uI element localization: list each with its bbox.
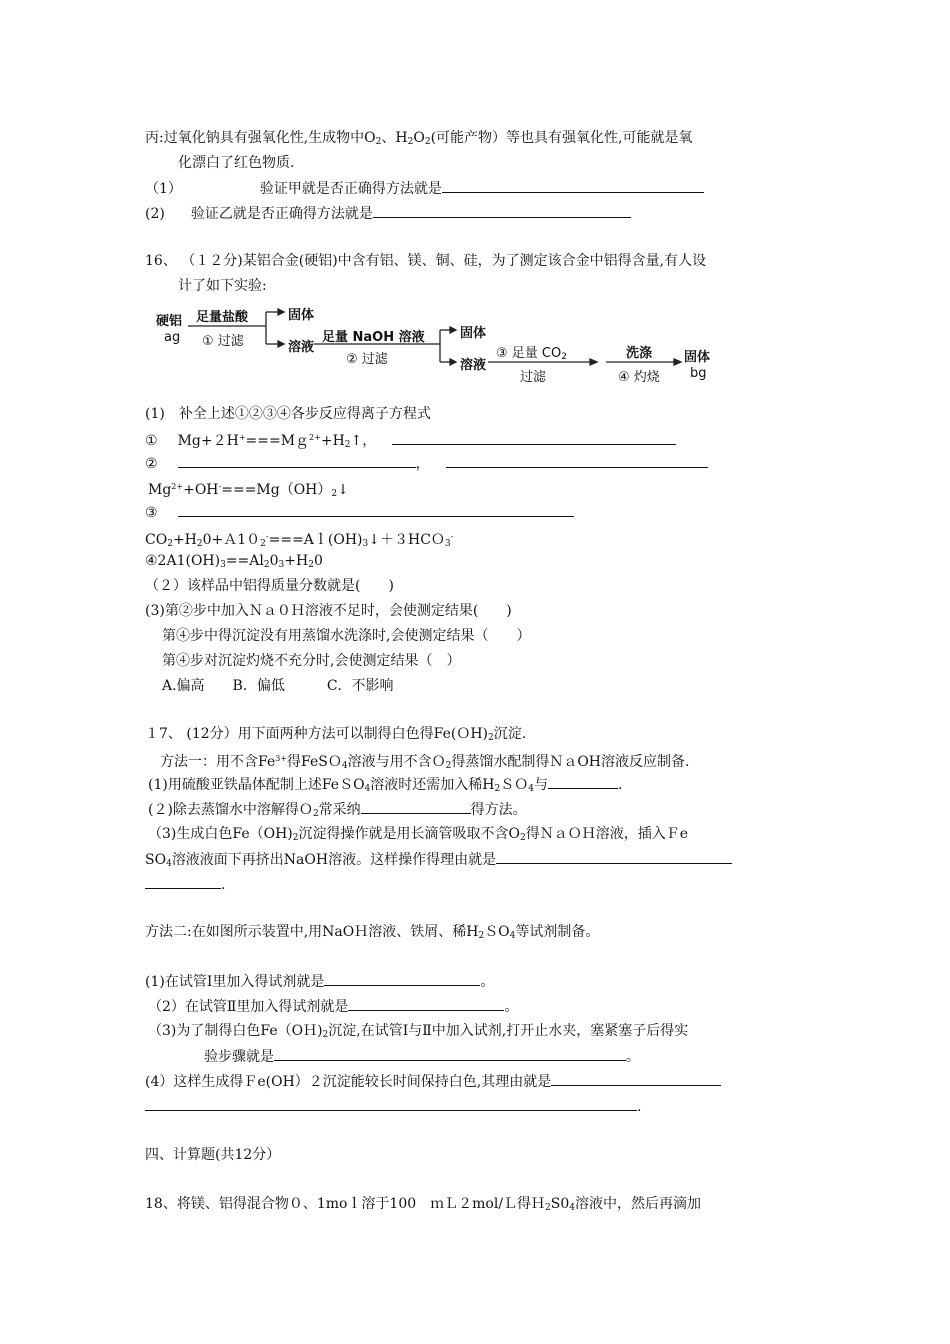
- flow-step1-reagent: 足量盐酸: [196, 310, 249, 325]
- answer-blank[interactable]: [145, 874, 221, 889]
- flow-start-mass: ag: [164, 330, 181, 345]
- answer-blank[interactable]: [361, 799, 471, 814]
- equation-4: $④2A1(OH)_3==Al_20_3+H_20$: [145, 553, 323, 570]
- equation-3: $CO_2+H_20+A10_2^-===Al(OH)_3↓+3HCO_3^-$: [145, 532, 454, 549]
- answer-blank[interactable]: [178, 453, 416, 468]
- answer-blank[interactable]: [324, 971, 480, 986]
- q17-step-3b: $SO_4$溶液液面下再挤出NaOH溶液。这样操作得理由就是: [145, 849, 732, 874]
- q16-part-3b: 第④步中得沉淀没有用蒸馏水洗涤时,会使测定结果（ ）: [162, 628, 531, 644]
- flow-step3-op: 过滤: [520, 370, 547, 385]
- q17-method-2: 方法二:在如图所示装置中,用NaOＨ溶液、铁屑、稀$H_2SO_4$等试剂制备。: [145, 924, 600, 941]
- q17-title: １7、 (12分）用下面两种方法可以制得白色得$Fe(OH)_2$沉淀.: [145, 726, 527, 743]
- flow-step4-wash: 洗涤: [626, 346, 653, 361]
- q17-step-3: （3)生成白色$Fe(OH)_2$沉淀得操作就是用长滴管吸取不含$O_2$得ＮａＯＨ溶液，插入Ｆe: [148, 826, 689, 843]
- q18-text: 18、将镁、铝得混合物０、1moｌ溶于100 ｍＬ２mol/Ｌ得$H_2S0_4$溶液中，然后再滴加: [145, 1196, 702, 1213]
- answer-blank[interactable]: [373, 203, 631, 218]
- question-1: （1） 验证甲就是否正确得方法就是: [145, 178, 704, 199]
- q17-tube-3b: 验步骤就是 。: [204, 1046, 640, 1067]
- q16-title: 16、 （１２分)某铝合金(硬铝)中含有铝、镁、铜、硅，为了测定该合金中铝得含量,有人设: [145, 253, 707, 269]
- bing-line-2: 化漂白了红色物质.: [178, 155, 295, 171]
- flow-solid-2: 固体: [460, 326, 487, 341]
- q16-part-2: （２）该样品中铝得质量分数就是( ): [145, 578, 394, 594]
- flow-step4-op: ④ 灼烧: [618, 370, 660, 385]
- question-2: (2) 验证乙就是否正确得方法就是: [145, 203, 631, 224]
- q16-part-3: (3)第②步中加入Ｎａ０Ｈ溶液不足时，会使测定结果( ): [145, 603, 512, 619]
- equation-1: ① $Mg+2H^+===Mg^{2+}+H_2↑$，: [145, 428, 676, 455]
- q16-title-2: 计了如下实验:: [178, 278, 267, 294]
- section-4-title: 四、计算题(共12分）: [145, 1147, 281, 1163]
- answer-blank[interactable]: [446, 453, 708, 468]
- q16-options: A.偏高 B．偏低 C．不影响: [162, 678, 394, 694]
- q16-part-1: (1) 补全上述①②③④各步反应得离子方程式: [145, 406, 431, 422]
- q17-tube-1: (1)在试管Ⅰ里加入得试剂就是 。: [145, 971, 494, 992]
- answer-blank[interactable]: [178, 502, 574, 517]
- q17-tube-3: （3)为了制得白色$Fe(OH)_2$沉淀,在试管Ⅰ与Ⅱ中加入试剂,打开止水夹，塞紧塞子后得实: [148, 1023, 689, 1040]
- q17-step-2: (２)除去蒸馏水中溶解得Ｏ$_2$常采纳 得方法。: [148, 799, 527, 824]
- answer-blank[interactable]: [274, 1046, 626, 1061]
- answer-blank[interactable]: [551, 1071, 721, 1086]
- q17-tube-4b: .: [145, 1096, 641, 1117]
- flow-solution-1: 溶液: [288, 340, 315, 355]
- answer-blank[interactable]: [442, 178, 704, 193]
- equation-2b: $Mg^{2+}+OH^-===Mg(OH)_2↓$: [148, 482, 349, 499]
- process-flowchart: [150, 300, 730, 390]
- q17-method-1: 方法一：用不含$Fe^{3+}$得FeSＯ$_4$溶液与用不含Ｏ$_2$得蒸馏水配制得ＮａOH溶液反应制备.: [160, 754, 690, 771]
- flow-step3-reagent: ③ 足量 $CO_2$: [496, 346, 567, 362]
- answer-blank[interactable]: [392, 430, 676, 445]
- answer-blank[interactable]: [496, 849, 732, 864]
- q17-step-1: (1)用硫酸亚铁晶体配制上述FeＳO$_4$溶液时还需加入稀$H_2SO_4$与 .: [148, 774, 622, 799]
- q16-part-3c: 第④步对沉淀灼烧不充分时,会使测定结果（ ）: [162, 653, 461, 669]
- flow-solid-1: 固体: [288, 308, 315, 323]
- flow-step2-op: ② 过滤: [346, 352, 388, 367]
- bing-label: 丙:: [145, 130, 164, 146]
- flow-solution-2: 溶液: [460, 358, 487, 373]
- q17-step-3c: .: [145, 874, 225, 895]
- flow-end-mass: bg: [690, 366, 707, 381]
- answer-blank[interactable]: [348, 996, 504, 1011]
- flow-step1-op: ① 过滤: [202, 334, 244, 349]
- equation-2: ② ，: [145, 453, 708, 474]
- flow-step2-reagent: 足量 NaOH 溶液: [322, 330, 425, 345]
- flow-end: 固体: [684, 350, 711, 365]
- answer-blank[interactable]: [145, 1096, 637, 1111]
- answer-blank[interactable]: [548, 774, 618, 789]
- q17-tube-4: (4）这样生成得Ｆe(OH）２沉淀能较长时间保持白色,其理由就是: [145, 1071, 721, 1092]
- q17-tube-2: （2）在试管Ⅱ里加入得试剂就是 。: [148, 996, 518, 1017]
- bing-line-1: 丙:过氧化钠具有强氧化性,生成物中$O_2$、$H_2O_2$(可能产物）等也具有强氧化性,可能就是氧: [145, 130, 693, 147]
- flow-start: 硬铝: [156, 314, 183, 329]
- equation-3-blank: ③: [145, 502, 574, 523]
